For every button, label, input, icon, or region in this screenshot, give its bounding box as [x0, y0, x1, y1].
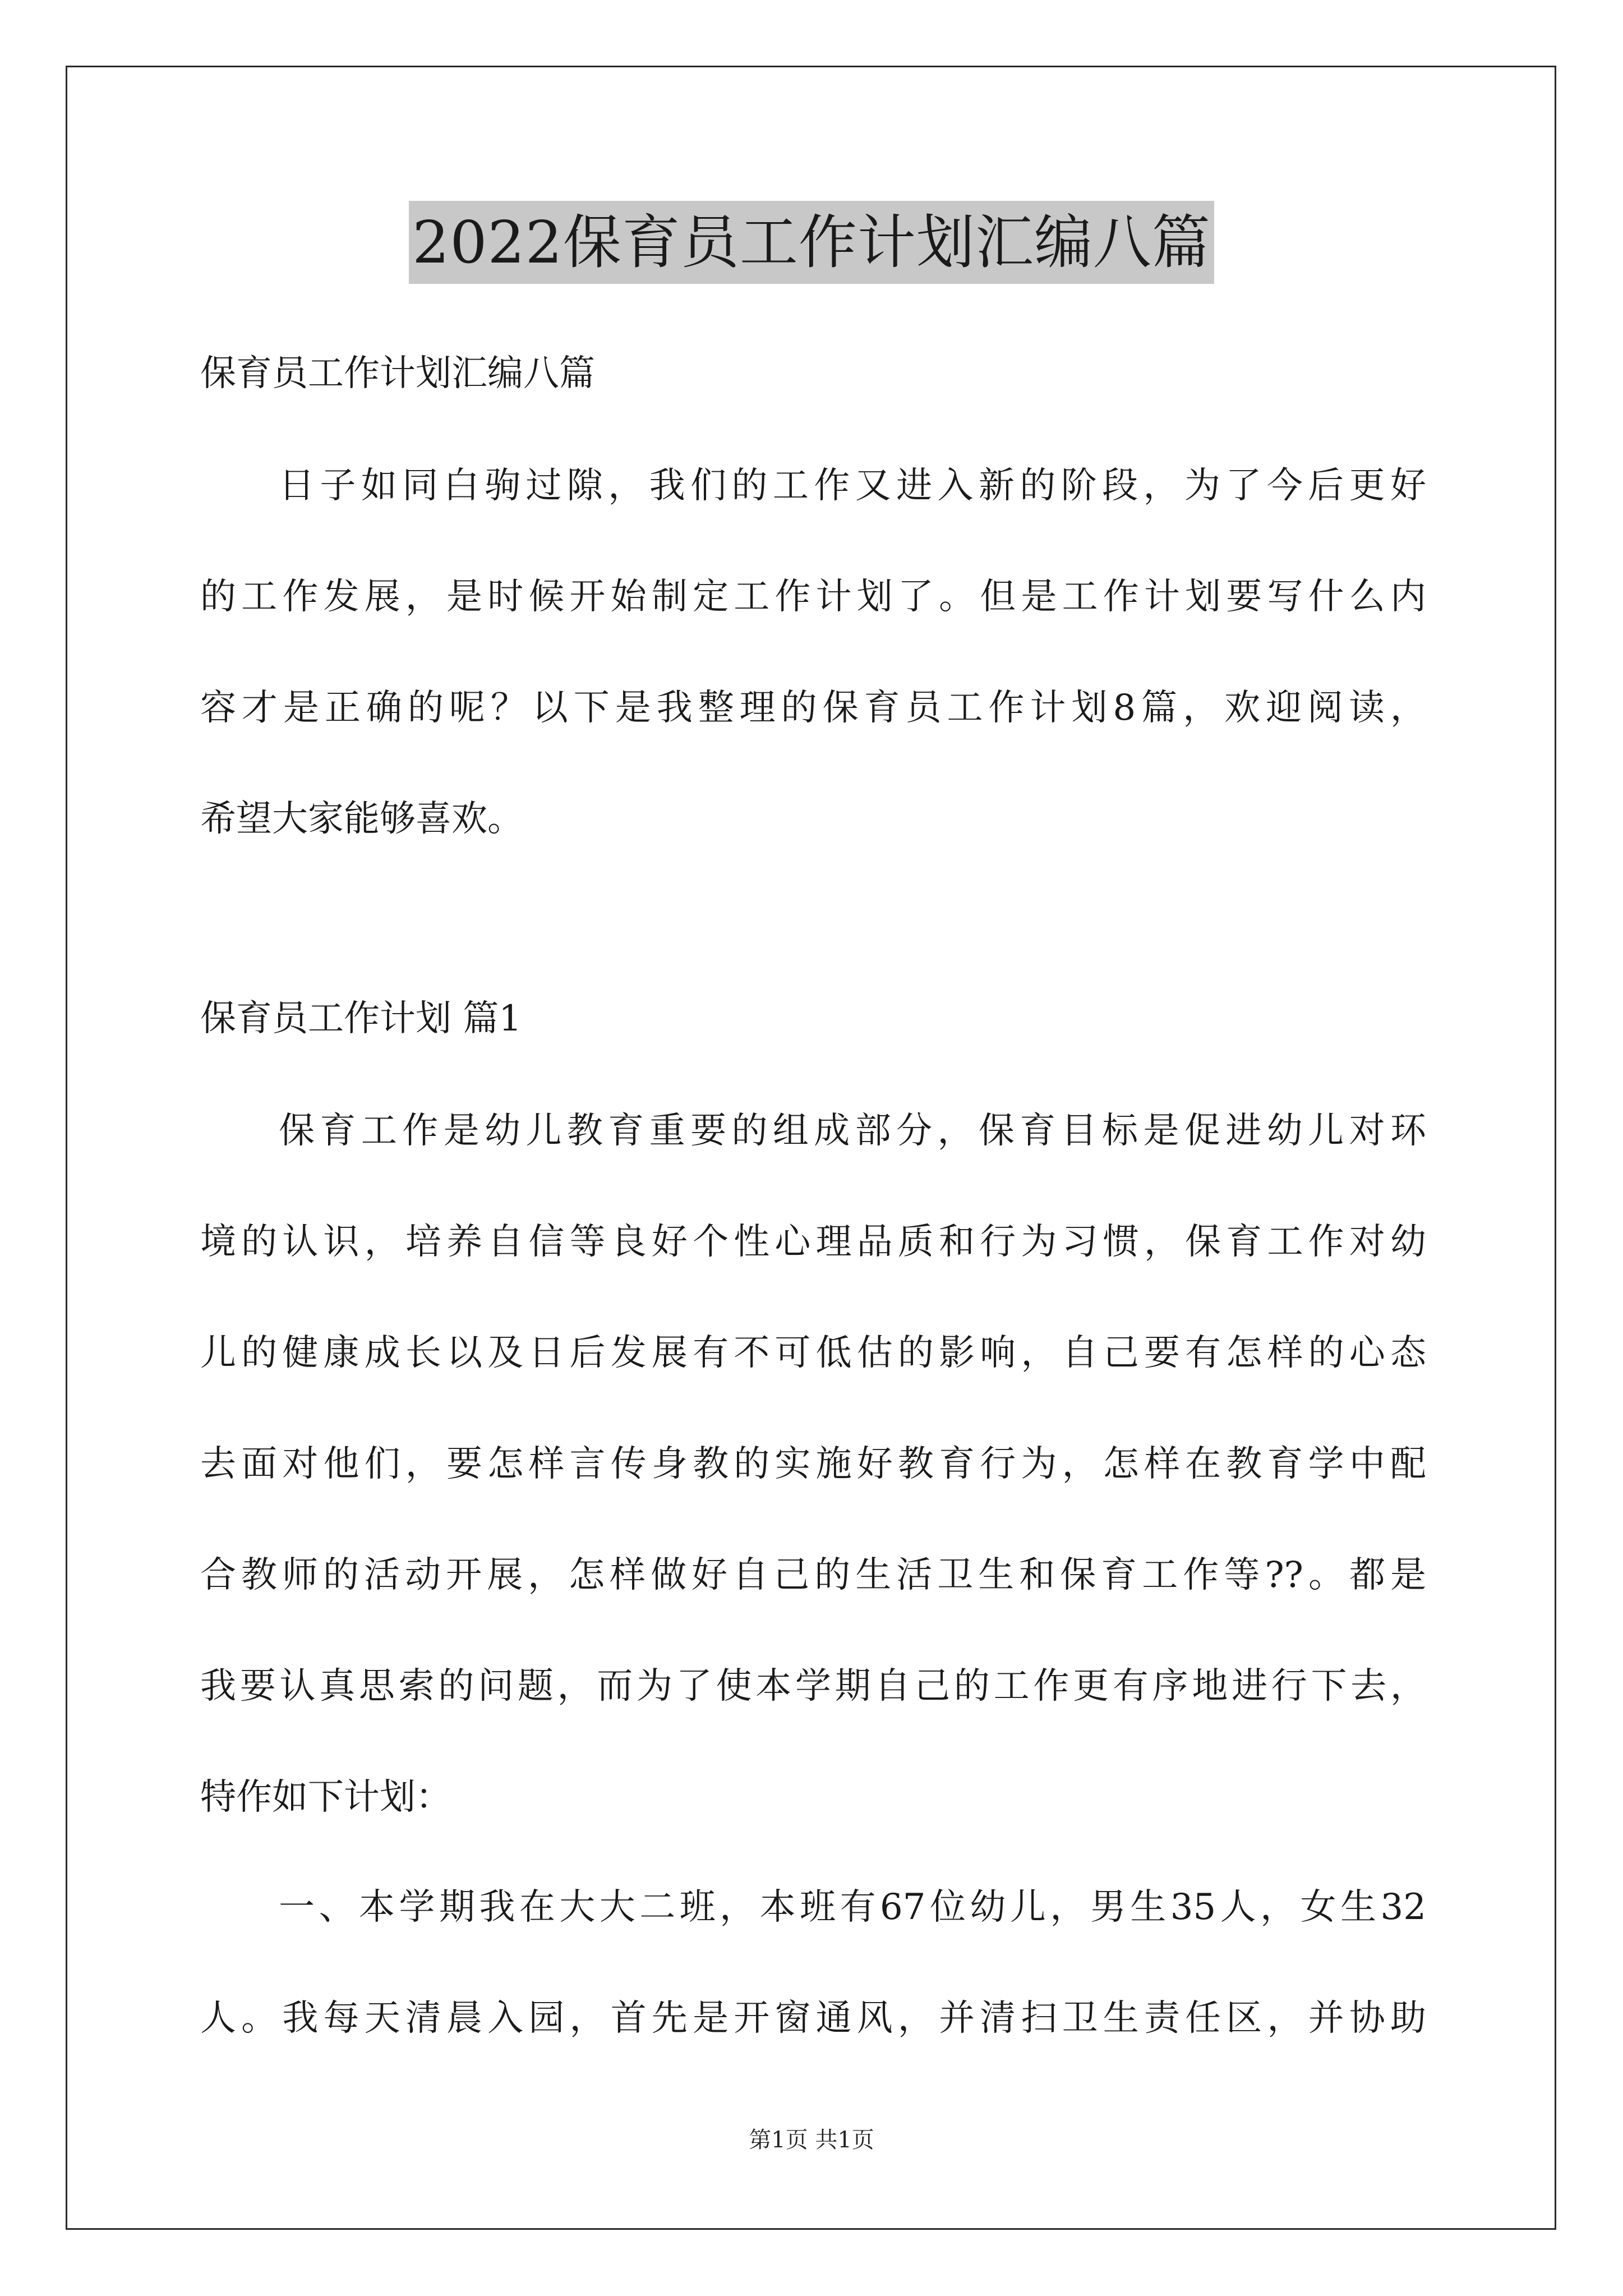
intro-line: 希望大家能够喜欢。 — [200, 798, 523, 840]
section-line: 保育工作是幼儿教育重要的组成部分，保育目标是促进幼儿对环 — [279, 1110, 1426, 1152]
section-line: 我要认真思索的问题，而为了使本学期自己的工作更有序地进行下去， — [200, 1665, 1426, 1707]
document-subtitle: 保育员工作计划汇编八篇 — [200, 353, 595, 394]
section-heading: 保育员工作计划 篇1 — [200, 998, 522, 1039]
section-line: 合教师的活动开展，怎样做好自己的生活卫生和保育工作等??。都是 — [200, 1554, 1426, 1596]
section-line: 特作如下计划： — [200, 1777, 451, 1818]
intro-line: 日子如同白驹过隙，我们的工作又进入新的阶段，为了今后更好 — [279, 465, 1426, 507]
plan-line: 一、本学期我在大大二班，本班有67位幼儿，男生35人，女生32 — [279, 1887, 1426, 1928]
title-container — [0, 201, 1623, 284]
intro-line: 的工作发展，是时候开始制定工作计划了。但是工作计划要写什么内 — [200, 576, 1426, 618]
page-footer: 第1页 共1页 — [749, 2127, 874, 2153]
document-title: 2022保育员工作计划汇编八篇 — [409, 201, 1214, 284]
plan-line: 人。我每天清晨入园，首先是开窗通风，并清扫卫生责任区，并协助 — [200, 1998, 1426, 2039]
section-line: 去面对他们，要怎样言传身教的实施好教育行为，怎样在教育学中配 — [200, 1443, 1426, 1485]
section-line: 儿的健康成长以及日后发展有不可低估的影响，自己要有怎样的心态 — [200, 1332, 1426, 1374]
section-line: 境的认识，培养自信等良好个性心理品质和行为习惯，保育工作对幼 — [200, 1221, 1426, 1263]
intro-line: 容才是正确的呢？以下是我整理的保育员工作计划8篇，欢迎阅读， — [200, 687, 1426, 729]
